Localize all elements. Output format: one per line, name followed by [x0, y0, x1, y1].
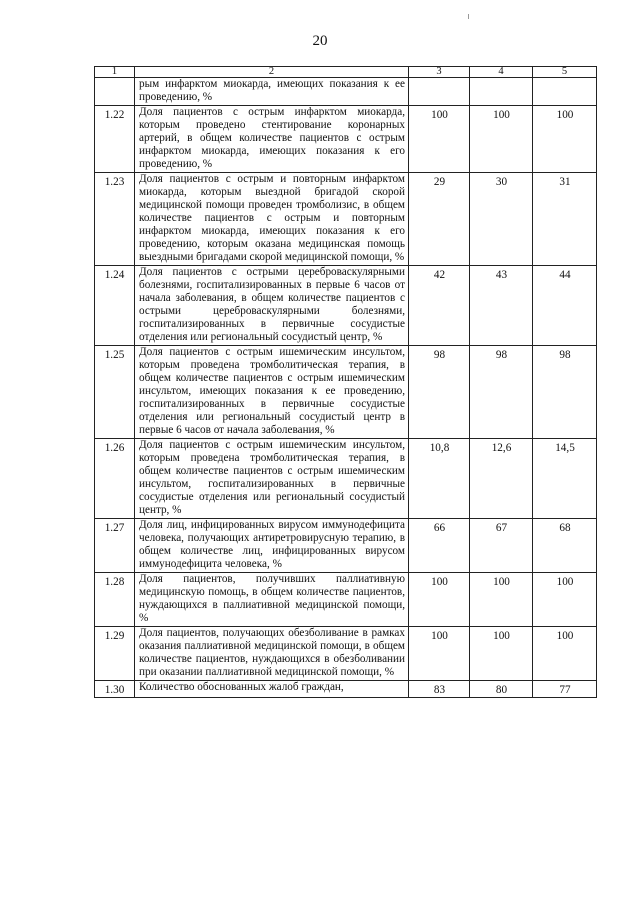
value-cell — [470, 78, 533, 106]
indicator-text: Доля пациентов с острым и повторным инфарктом миокарда, которым выездной бригадой скорой медицинской помощи проведен тромболизис, в общем количестве пациентов с острым и повторным инфарктом миокарда, имеющих показания к его проведению, которым оказана медицинская помощь выездными бригадами скорой медицинской помощи, % — [135, 173, 409, 266]
row-number: 1.24 — [95, 266, 135, 346]
table-row — [95, 519, 597, 573]
value-year-2: 100 — [470, 627, 533, 681]
continued-text: рым инфарктом миокарда, имеющих показания к ее проведению, % — [135, 78, 409, 106]
value-year-1: 29 — [409, 173, 470, 266]
value-cell — [533, 78, 597, 106]
indicators-table — [94, 66, 597, 698]
value-year-3: 100 — [533, 106, 597, 173]
row-number: 1.29 — [95, 627, 135, 681]
row-number: 1.27 — [95, 519, 135, 573]
row-number: 1.22 — [95, 106, 135, 173]
value-year-2: 67 — [470, 519, 533, 573]
value-year-2: 43 — [470, 266, 533, 346]
table-row — [95, 439, 597, 519]
row-number: 1.26 — [95, 439, 135, 519]
row-number: 1.23 — [95, 173, 135, 266]
value-year-2: 30 — [470, 173, 533, 266]
header-cell-2: 2 — [135, 67, 409, 78]
row-number: 1.28 — [95, 573, 135, 627]
indicator-text: Доля пациентов с острым инфарктом миокарда, которым проведено стентирование коронарных артерий, в общем количестве пациентов с острым инфарктом миокарда, имеющих показания к его проведению, % — [135, 106, 409, 173]
table-row — [95, 681, 597, 698]
table-row — [95, 346, 597, 439]
indicator-text: Доля пациентов с острыми цереброваскулярными болезнями, госпитализированных в первые 6 часов от начала заболевания, в общем количестве пациентов с острыми цереброваскулярными болезнями, госпитализированных в первичные сосудистые отделения или региональный сосудистый центр, % — [135, 266, 409, 346]
value-year-1: 100 — [409, 106, 470, 173]
header-cell-5: 5 — [533, 67, 597, 78]
value-year-1: 10,8 — [409, 439, 470, 519]
row-number: 1.25 — [95, 346, 135, 439]
value-year-1: 83 — [409, 681, 470, 698]
header-cell-1: 1 — [95, 67, 135, 78]
table-row — [95, 627, 597, 681]
continued-row — [95, 78, 597, 106]
row-number: 1.30 — [95, 681, 135, 698]
value-year-3: 77 — [533, 681, 597, 698]
value-year-3: 14,5 — [533, 439, 597, 519]
value-year-2: 80 — [470, 681, 533, 698]
header-cell-4: 4 — [470, 67, 533, 78]
value-cell — [409, 78, 470, 106]
header-row — [95, 67, 597, 78]
page-number: 20 — [312, 33, 328, 49]
value-year-2: 98 — [470, 346, 533, 439]
table-row — [95, 106, 597, 173]
value-year-2: 100 — [470, 573, 533, 627]
table-row — [95, 266, 597, 346]
value-year-3: 100 — [533, 573, 597, 627]
value-year-3: 100 — [533, 627, 597, 681]
indicator-text: Доля пациентов с острым ишемическим инсультом, которым проведена тромболитическая терапия, в общем количестве пациентов с острым ишемическим инсультом, госпитализированных в первичные сосудистые отделения или региональный сосудистый центр, % — [135, 439, 409, 519]
value-year-1: 98 — [409, 346, 470, 439]
value-year-1: 66 — [409, 519, 470, 573]
value-year-2: 12,6 — [470, 439, 533, 519]
value-year-3: 44 — [533, 266, 597, 346]
value-year-3: 98 — [533, 346, 597, 439]
value-year-1: 100 — [409, 627, 470, 681]
scan-mark — [468, 14, 469, 19]
value-year-1: 100 — [409, 573, 470, 627]
value-year-3: 31 — [533, 173, 597, 266]
value-year-3: 68 — [533, 519, 597, 573]
table-row — [95, 173, 597, 266]
indicator-text: Доля пациентов с острым ишемическим инсультом, которым проведена тромболитическая терапия, в общем количестве пациентов с острым ишемическим инсультом, имеющих показания к ее проведению, госпитализированных в первичные сосудистые отделения или региональный сосудистый центр в первые 6 часов от начала заболевания, % — [135, 346, 409, 439]
indicator-text: Доля лиц, инфицированных вирусом иммунодефицита человека, получающих антиретровирусную терапию, в общем количестве лиц, инфицированных вирусом иммунодефицита человека, % — [135, 519, 409, 573]
indicator-text: Доля пациентов, получивших паллиативную медицинскую помощь, в общем количестве пациентов, нуждающихся в паллиативной медицинской помощи, % — [135, 573, 409, 627]
indicator-text: Количество обоснованных жалоб граждан, — [135, 681, 409, 698]
row-number — [95, 78, 135, 106]
header-cell-3: 3 — [409, 67, 470, 78]
value-year-1: 42 — [409, 266, 470, 346]
indicator-text: Доля пациентов, получающих обезболивание в рамках оказания паллиативной медицинской помощи, в общем количестве пациентов, нуждающихся в обезболивании при оказании паллиативной медицинской помощи, % — [135, 627, 409, 681]
table-row — [95, 573, 597, 627]
value-year-2: 100 — [470, 106, 533, 173]
